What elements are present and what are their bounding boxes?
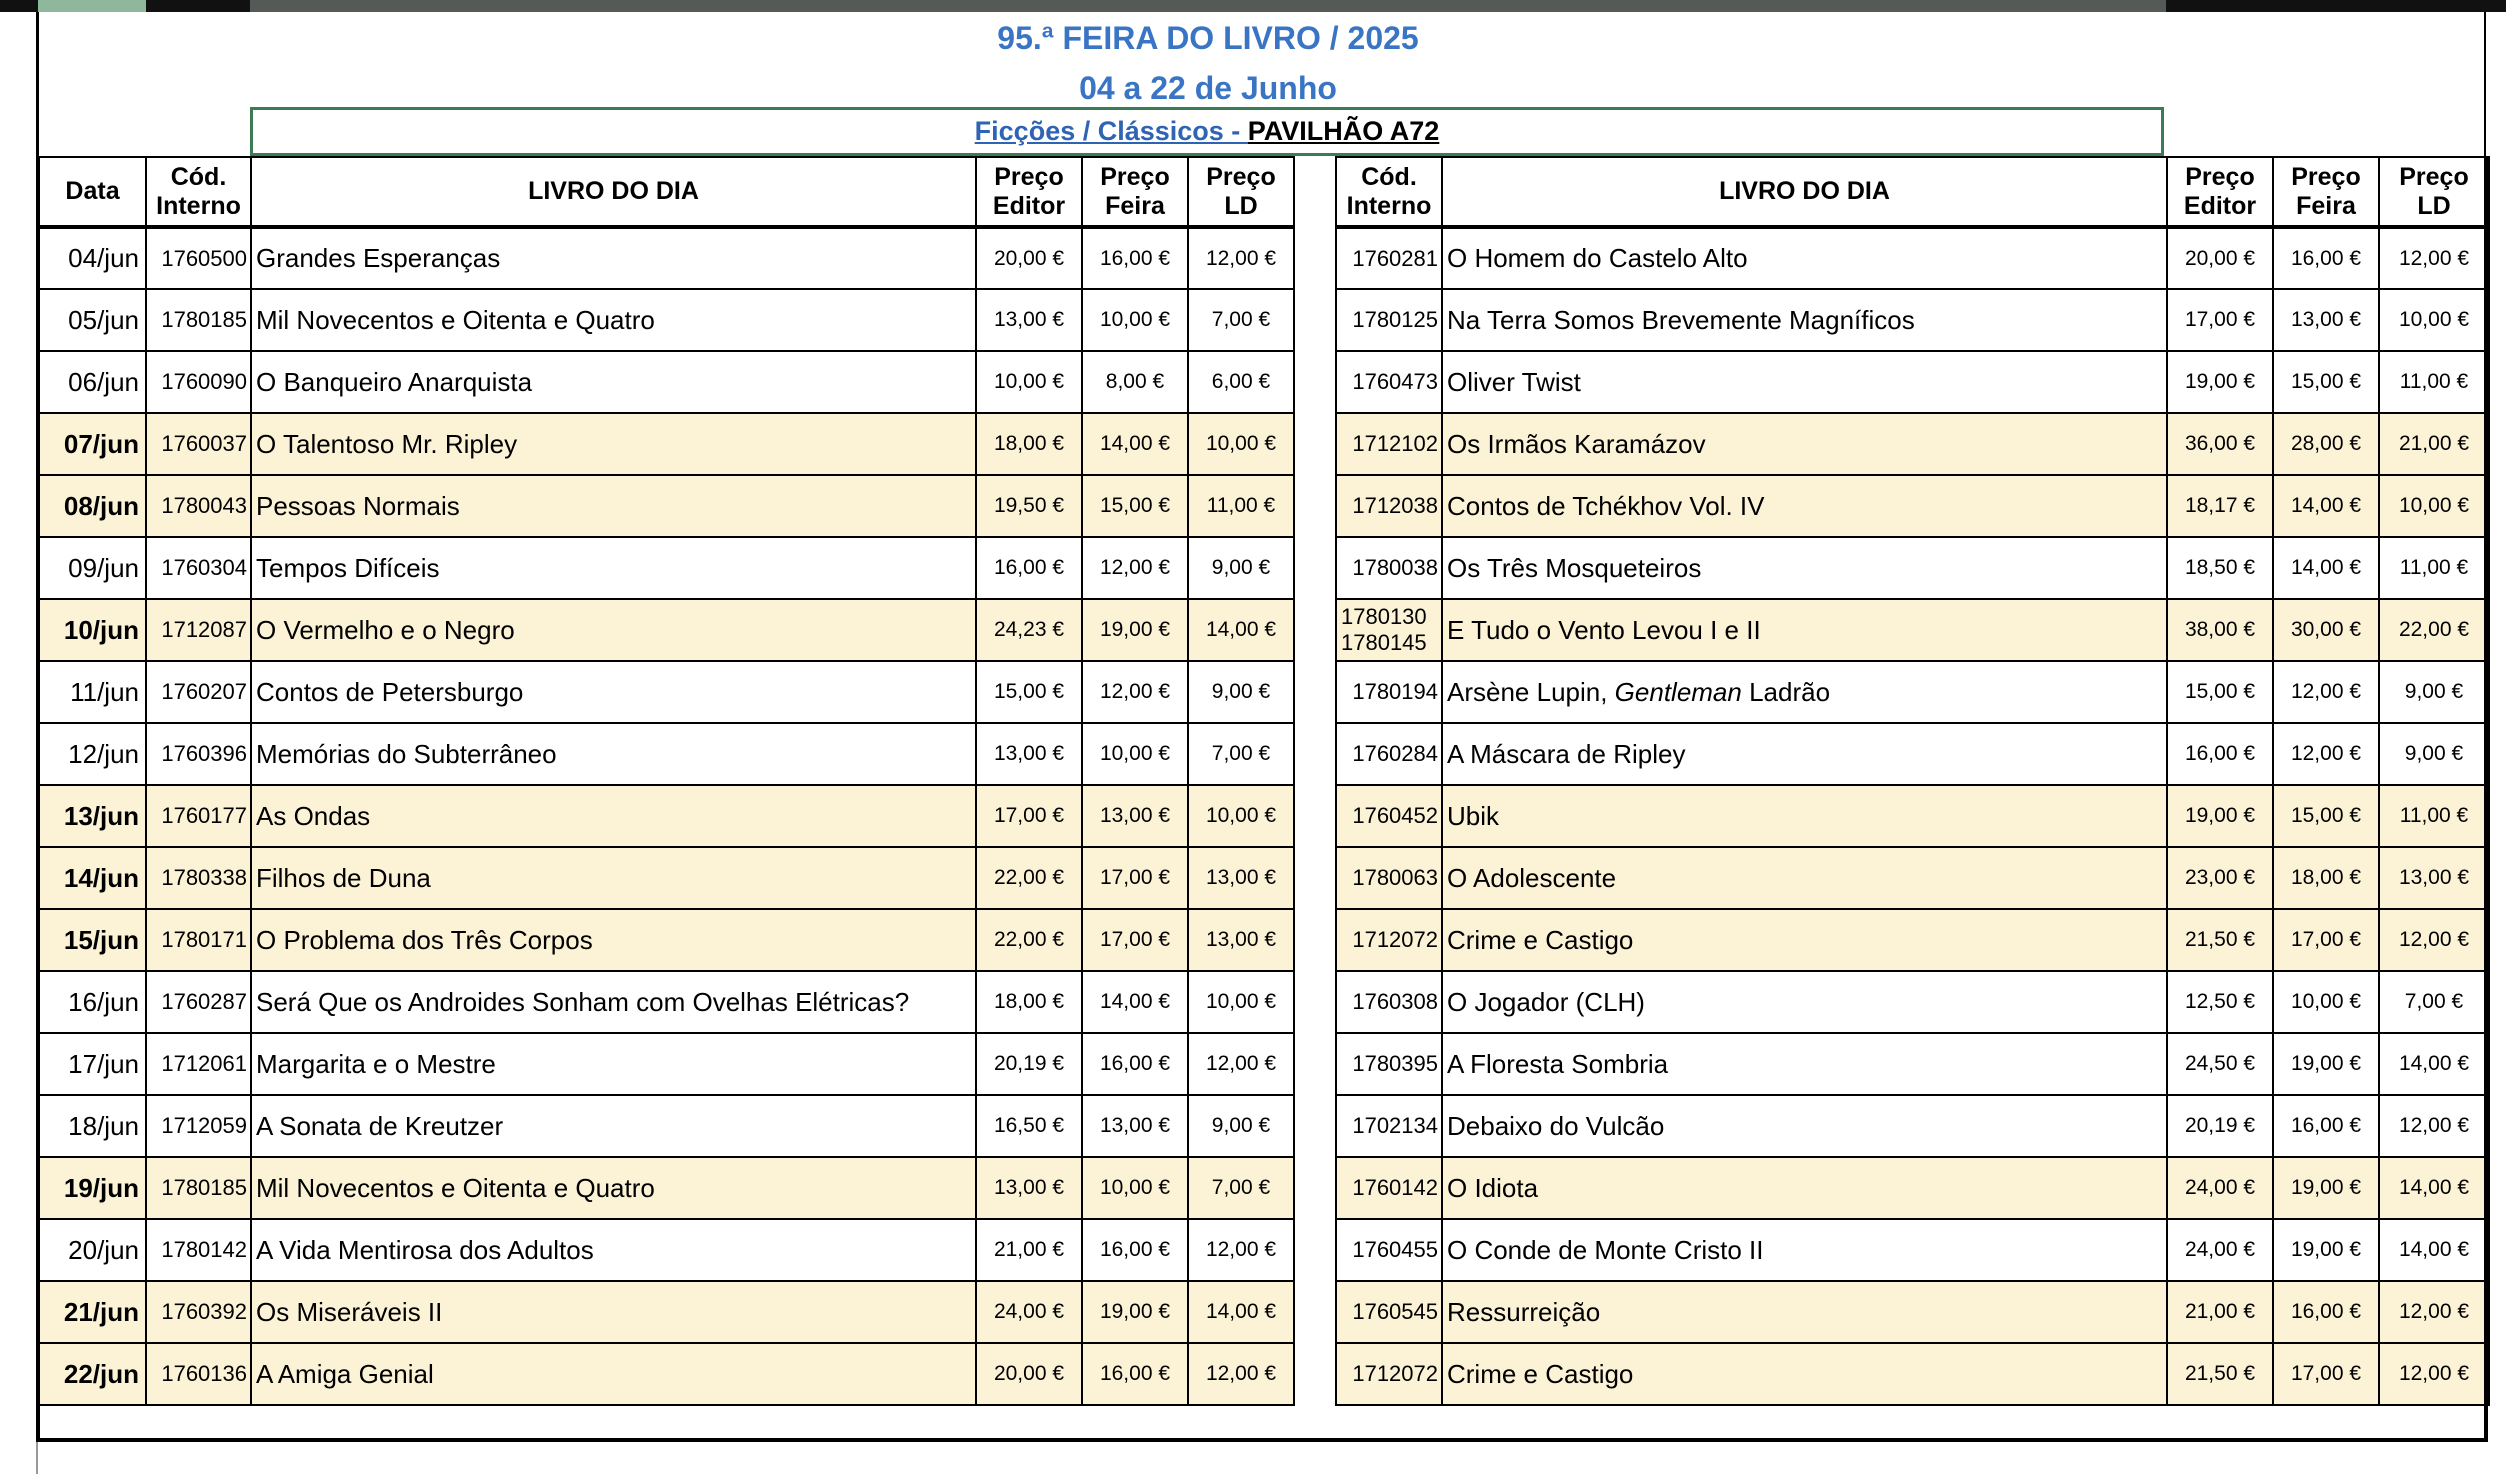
book-title-cell-right[interactable]: Contos de Tchékhov Vol. IV: [1442, 475, 2167, 537]
price-ld-cell-right[interactable]: 14,00 €: [2379, 1157, 2489, 1219]
price-editor-cell-right[interactable]: 24,00 €: [2167, 1219, 2273, 1281]
date-cell[interactable]: 09/jun: [39, 537, 146, 599]
price-ld-cell-right[interactable]: 13,00 €: [2379, 847, 2489, 909]
table-row: [39, 723, 2489, 785]
book-title-cell-right[interactable]: O Adolescente: [1442, 847, 2167, 909]
code-cell[interactable]: 1712061: [146, 1033, 251, 1095]
col-header-price-fair: [1082, 157, 1188, 227]
code-cell[interactable]: 1760500: [146, 227, 251, 289]
book-title-cell-right[interactable]: O Homem do Castelo Alto: [1442, 227, 2167, 289]
price-ld-cell[interactable]: 14,00 €: [1188, 599, 1294, 661]
col-header-price-fair-right: [2273, 157, 2379, 227]
title-part-italic: Gentleman: [1614, 676, 1742, 707]
book-title-cell[interactable]: Grandes Esperanças: [251, 227, 976, 289]
code-cell[interactable]: 1760207: [146, 661, 251, 723]
column-gap: [1294, 1219, 1336, 1281]
price-fair-cell[interactable]: 16,00 €: [1082, 1033, 1188, 1095]
price-ld-cell-right[interactable]: 21,00 €: [2379, 413, 2489, 475]
price-ld-cell-right[interactable]: 12,00 €: [2379, 1281, 2489, 1343]
price-editor-cell-right[interactable]: 19,00 €: [2167, 351, 2273, 413]
book-title-cell[interactable]: Filhos de Duna: [251, 847, 976, 909]
column-gap: [1294, 785, 1336, 847]
code-cell[interactable]: 1780185: [146, 1157, 251, 1219]
code-cell-right[interactable]: 1712072: [1336, 1343, 1442, 1405]
table-row: [39, 475, 2489, 537]
code-cell[interactable]: 1760177: [146, 785, 251, 847]
code-cell[interactable]: 1780171: [146, 909, 251, 971]
col-header-price-ld-right-text: Preço LD: [2399, 162, 2469, 220]
price-fair-cell[interactable]: 12,00 €: [1082, 661, 1188, 723]
book-title-cell[interactable]: A Vida Mentirosa dos Adultos: [251, 1219, 976, 1281]
book-title-cell-right[interactable]: E Tudo o Vento Levou I e II: [1442, 599, 2167, 661]
price-fair-cell-right[interactable]: 13,00 €: [2273, 289, 2379, 351]
price-ld-cell-right[interactable]: 11,00 €: [2379, 537, 2489, 599]
column-gap: [1294, 157, 1336, 227]
price-fair-cell[interactable]: 19,00 €: [1082, 1281, 1188, 1343]
book-title-cell-right[interactable]: Crime e Castigo: [1442, 909, 2167, 971]
table-row: [39, 1095, 2489, 1157]
column-gap: [1294, 723, 1336, 785]
price-ld-cell[interactable]: 12,00 €: [1188, 1219, 1294, 1281]
price-ld-cell[interactable]: 10,00 €: [1188, 413, 1294, 475]
table-row: [39, 351, 2489, 413]
date-cell[interactable]: 21/jun: [39, 1281, 146, 1343]
price-editor-cell[interactable]: 24,23 €: [976, 599, 1082, 661]
price-editor-cell-right[interactable]: 38,00 €: [2167, 599, 2273, 661]
col-header-price-editor-right: [2167, 157, 2273, 227]
book-title-cell-right[interactable]: Ressurreição: [1442, 1281, 2167, 1343]
table-body: [39, 227, 2489, 1405]
col-header-price-fair-text: Preço Feira: [1100, 162, 1170, 220]
code-cell-right[interactable]: 1712072: [1336, 909, 1442, 971]
book-title-cell-right[interactable]: Crime e Castigo: [1442, 1343, 2167, 1405]
table-row: [39, 1033, 2489, 1095]
price-fair-cell-right[interactable]: 16,00 €: [2273, 1281, 2379, 1343]
price-editor-cell-right[interactable]: 20,00 €: [2167, 227, 2273, 289]
date-cell[interactable]: 17/jun: [39, 1033, 146, 1095]
price-editor-cell-right[interactable]: 21,00 €: [2167, 1281, 2273, 1343]
price-editor-cell[interactable]: 13,00 €: [976, 723, 1082, 785]
code-cell[interactable]: 1780338: [146, 847, 251, 909]
code-cell[interactable]: 1760037: [146, 413, 251, 475]
book-title-cell-right[interactable]: O Jogador (CLH): [1442, 971, 2167, 1033]
column-gap: [1294, 909, 1336, 971]
price-ld-cell[interactable]: 12,00 €: [1188, 1033, 1294, 1095]
price-editor-cell[interactable]: 10,00 €: [976, 351, 1082, 413]
date-cell[interactable]: 08/jun: [39, 475, 146, 537]
price-fair-cell[interactable]: 12,00 €: [1082, 537, 1188, 599]
price-ld-cell[interactable]: 9,00 €: [1188, 1095, 1294, 1157]
price-fair-cell-right[interactable]: 17,00 €: [2273, 1343, 2379, 1405]
price-fair-cell-right[interactable]: 14,00 €: [2273, 475, 2379, 537]
code-cell-right[interactable]: 1760308: [1336, 971, 1442, 1033]
price-fair-cell[interactable]: 10,00 €: [1082, 289, 1188, 351]
book-title-cell[interactable]: A Sonata de Kreutzer: [251, 1095, 976, 1157]
column-gap: [1294, 1033, 1336, 1095]
code-cell-right[interactable]: 1780194: [1336, 661, 1442, 723]
price-fair-cell-right[interactable]: 30,00 €: [2273, 599, 2379, 661]
book-title-cell-right[interactable]: Ubik: [1442, 785, 2167, 847]
date-cell[interactable]: 04/jun: [39, 227, 146, 289]
code-cell[interactable]: 1760287: [146, 971, 251, 1033]
col-header-price-editor-right-text: Preço Editor: [2183, 162, 2257, 220]
price-fair-cell[interactable]: 15,00 €: [1082, 475, 1188, 537]
price-editor-cell[interactable]: 22,00 €: [976, 847, 1082, 909]
price-editor-cell-right[interactable]: 18,50 €: [2167, 537, 2273, 599]
price-editor-cell[interactable]: 15,00 €: [976, 661, 1082, 723]
code-cell-right[interactable]: 1760142: [1336, 1157, 1442, 1219]
book-title-cell[interactable]: A Amiga Genial: [251, 1343, 976, 1405]
price-fair-cell-right[interactable]: 16,00 €: [2273, 1095, 2379, 1157]
price-fair-cell[interactable]: 14,00 €: [1082, 413, 1188, 475]
price-ld-cell[interactable]: 7,00 €: [1188, 289, 1294, 351]
col-header-price-editor-text: Preço Editor: [992, 162, 1066, 220]
price-fair-cell[interactable]: 19,00 €: [1082, 599, 1188, 661]
code-cell[interactable]: 1760136: [146, 1343, 251, 1405]
book-title-cell[interactable]: Memórias do Subterrâneo: [251, 723, 976, 785]
table-row: [39, 1281, 2489, 1343]
price-editor-cell[interactable]: 13,00 €: [976, 1157, 1082, 1219]
col-header-code-right: [1336, 157, 1442, 227]
code-cell-right[interactable]: 1702134: [1336, 1095, 1442, 1157]
col-header-code: [146, 157, 251, 227]
col-header-code-text: Cód. Interno: [156, 162, 241, 220]
code-line: 1780130: [1341, 604, 1427, 629]
code-cell[interactable]: 1760090: [146, 351, 251, 413]
price-editor-cell[interactable]: 13,00 €: [976, 289, 1082, 351]
price-ld-cell[interactable]: 9,00 €: [1188, 661, 1294, 723]
price-ld-cell[interactable]: 7,00 €: [1188, 1157, 1294, 1219]
price-fair-cell[interactable]: 16,00 €: [1082, 1343, 1188, 1405]
book-title-cell[interactable]: O Talentoso Mr. Ripley: [251, 413, 976, 475]
column-gap: [1294, 537, 1336, 599]
code-cell-right[interactable]: 1760281: [1336, 227, 1442, 289]
book-title-cell-right[interactable]: O Conde de Monte Cristo II: [1442, 1219, 2167, 1281]
price-ld-cell[interactable]: 10,00 €: [1188, 971, 1294, 1033]
code-cell[interactable]: 1712059: [146, 1095, 251, 1157]
price-ld-cell[interactable]: 11,00 €: [1188, 475, 1294, 537]
date-cell[interactable]: 12/jun: [39, 723, 146, 785]
col-header-price-editor: [976, 157, 1082, 227]
price-ld-cell[interactable]: 7,00 €: [1188, 723, 1294, 785]
table-row: [39, 537, 2489, 599]
book-title-cell[interactable]: Contos de Petersburgo: [251, 661, 976, 723]
top-bar-strip: [250, 0, 2166, 12]
date-cell[interactable]: 15/jun: [39, 909, 146, 971]
price-fair-cell-right[interactable]: 12,00 €: [2273, 661, 2379, 723]
book-title-cell[interactable]: Tempos Difíceis: [251, 537, 976, 599]
date-cell[interactable]: 10/jun: [39, 599, 146, 661]
code-cell-right[interactable]: 1760473: [1336, 351, 1442, 413]
price-ld-cell[interactable]: 9,00 €: [1188, 537, 1294, 599]
title-part: Arsène Lupin,: [1447, 676, 1615, 707]
col-header-price-ld: [1188, 157, 1294, 227]
price-ld-cell-right[interactable]: 7,00 €: [2379, 971, 2489, 1033]
column-gap: [1294, 1157, 1336, 1219]
code-cell-right[interactable]: 1760455: [1336, 1219, 1442, 1281]
code-cell-right[interactable]: 1760284: [1336, 723, 1442, 785]
code-cell-right[interactable]: 1712102: [1336, 413, 1442, 475]
price-fair-cell[interactable]: 10,00 €: [1082, 723, 1188, 785]
code-cell[interactable]: 1760392: [146, 1281, 251, 1343]
table-row: [39, 1219, 2489, 1281]
price-ld-cell[interactable]: 12,00 €: [1188, 1343, 1294, 1405]
table-right-border: [2484, 156, 2488, 1440]
book-title-cell[interactable]: Pessoas Normais: [251, 475, 976, 537]
book-title-cell-right[interactable]: O Idiota: [1442, 1157, 2167, 1219]
price-fair-cell[interactable]: 16,00 €: [1082, 1219, 1188, 1281]
column-gap: [1294, 847, 1336, 909]
price-editor-cell-right[interactable]: 12,50 €: [2167, 971, 2273, 1033]
column-gap: [1294, 599, 1336, 661]
price-editor-cell[interactable]: 20,19 €: [976, 1033, 1082, 1095]
date-cell[interactable]: 18/jun: [39, 1095, 146, 1157]
price-fair-cell-right[interactable]: 10,00 €: [2273, 971, 2379, 1033]
price-ld-cell-right[interactable]: 11,00 €: [2379, 351, 2489, 413]
book-title-cell-right[interactable]: A Máscara de Ripley: [1442, 723, 2167, 785]
price-fair-cell[interactable]: 13,00 €: [1082, 1095, 1188, 1157]
price-editor-cell-right[interactable]: 24,50 €: [2167, 1033, 2273, 1095]
book-title-cell-right[interactable]: Os Três Mosqueteiros: [1442, 537, 2167, 599]
date-cell[interactable]: 20/jun: [39, 1219, 146, 1281]
col-header-book: LIVRO DO DIA: [251, 157, 976, 227]
table-row: [39, 971, 2489, 1033]
price-editor-cell-right[interactable]: 21,50 €: [2167, 909, 2273, 971]
column-gap: [1294, 1095, 1336, 1157]
price-fair-cell[interactable]: 14,00 €: [1082, 971, 1188, 1033]
price-fair-cell-right[interactable]: 19,00 €: [2273, 1157, 2379, 1219]
table-row: [39, 227, 2489, 289]
price-editor-cell-right[interactable]: 20,19 €: [2167, 1095, 2273, 1157]
price-editor-cell-right[interactable]: 16,00 €: [2167, 723, 2273, 785]
price-ld-cell-right[interactable]: 11,00 €: [2379, 785, 2489, 847]
col-header-book-right: LIVRO DO DIA: [1442, 157, 2167, 227]
price-editor-cell[interactable]: 19,50 €: [976, 475, 1082, 537]
book-title-cell[interactable]: As Ondas: [251, 785, 976, 847]
price-ld-cell[interactable]: 14,00 €: [1188, 1281, 1294, 1343]
price-fair-cell-right[interactable]: 28,00 €: [2273, 413, 2379, 475]
code-cell[interactable]: 1780043: [146, 475, 251, 537]
col-header-code-right-text: Cód. Interno: [1346, 162, 1432, 220]
table-row: [39, 599, 2489, 661]
book-title-cell-right[interactable]: Oliver Twist: [1442, 351, 2167, 413]
column-gap: [1294, 1343, 1336, 1405]
price-editor-cell[interactable]: 20,00 €: [976, 1343, 1082, 1405]
book-title-cell[interactable]: Mil Novecentos e Oitenta e Quatro: [251, 289, 976, 351]
price-ld-cell-right[interactable]: 10,00 €: [2379, 475, 2489, 537]
price-fair-cell-right[interactable]: 16,00 €: [2273, 227, 2379, 289]
price-fair-cell-right[interactable]: 17,00 €: [2273, 909, 2379, 971]
book-title-cell-right[interactable]: A Floresta Sombria: [1442, 1033, 2167, 1095]
column-gap: [1294, 971, 1336, 1033]
code-cell-right[interactable]: 1780063: [1336, 847, 1442, 909]
price-ld-cell[interactable]: 6,00 €: [1188, 351, 1294, 413]
col-header-date: Data: [39, 157, 146, 227]
price-editor-cell[interactable]: 20,00 €: [976, 227, 1082, 289]
sheet-left-border: [36, 12, 39, 156]
price-editor-cell-right[interactable]: 18,17 €: [2167, 475, 2273, 537]
price-ld-cell-right[interactable]: 14,00 €: [2379, 1219, 2489, 1281]
code-cell[interactable]: 1712087: [146, 599, 251, 661]
price-fair-cell[interactable]: 17,00 €: [1082, 847, 1188, 909]
column-gap: [1294, 1281, 1336, 1343]
col-header-price-ld-right: [2379, 157, 2489, 227]
date-cell[interactable]: 16/jun: [39, 971, 146, 1033]
price-ld-cell-right[interactable]: 9,00 €: [2379, 661, 2489, 723]
price-fair-cell[interactable]: 16,00 €: [1082, 227, 1188, 289]
code-cell-right[interactable]: 1780395: [1336, 1033, 1442, 1095]
sheet-bottom-edge: [36, 1442, 38, 1474]
date-cell[interactable]: 06/jun: [39, 351, 146, 413]
code-cell[interactable]: 1760396: [146, 723, 251, 785]
column-gap: [1294, 351, 1336, 413]
book-title-cell-right[interactable]: Os Irmãos Karamázov: [1442, 413, 2167, 475]
column-gap: [1294, 289, 1336, 351]
book-title-cell[interactable]: Será Que os Androides Sonham com Ovelhas Elétricas?: [251, 971, 976, 1033]
book-title-cell[interactable]: O Problema dos Três Corpos: [251, 909, 976, 971]
price-editor-cell-right[interactable]: 17,00 €: [2167, 289, 2273, 351]
price-fair-cell[interactable]: 13,00 €: [1082, 785, 1188, 847]
price-ld-cell-right[interactable]: 12,00 €: [2379, 227, 2489, 289]
price-ld-cell-right[interactable]: 9,00 €: [2379, 723, 2489, 785]
price-fair-cell[interactable]: 8,00 €: [1082, 351, 1188, 413]
price-ld-cell-right[interactable]: 12,00 €: [2379, 1343, 2489, 1405]
date-cell[interactable]: 13/jun: [39, 785, 146, 847]
column-gap: [1294, 475, 1336, 537]
price-editor-cell[interactable]: 18,00 €: [976, 413, 1082, 475]
book-title-cell[interactable]: O Vermelho e o Negro: [251, 599, 976, 661]
pavilion-banner[interactable]: [250, 107, 2164, 156]
table-row: [39, 847, 2489, 909]
price-editor-cell[interactable]: 21,00 €: [976, 1219, 1082, 1281]
top-bar-accent: [38, 0, 146, 12]
price-ld-cell[interactable]: 13,00 €: [1188, 909, 1294, 971]
book-title-cell-right[interactable]: Na Terra Somos Brevemente Magníficos: [1442, 289, 2167, 351]
code-cell[interactable]: 1780185: [146, 289, 251, 351]
table-row: [39, 1157, 2489, 1219]
pavilion-name: PAVILHÃO A72: [1247, 116, 1440, 146]
price-editor-cell[interactable]: 16,50 €: [976, 1095, 1082, 1157]
table-row: [39, 289, 2489, 351]
table-row: [39, 785, 2489, 847]
code-cell-right[interactable]: 1780125: [1336, 289, 1442, 351]
price-ld-cell[interactable]: 10,00 €: [1188, 785, 1294, 847]
page-title: 95.ª FEIRA DO LIVRO / 2025: [997, 20, 1419, 56]
price-editor-cell-right[interactable]: 19,00 €: [2167, 785, 2273, 847]
books-table: [38, 156, 2490, 1406]
page-subtitle-dates: 04 a 22 de Junho: [1079, 70, 1337, 106]
table-left-border: [36, 156, 40, 1440]
price-fair-cell-right[interactable]: 15,00 €: [2273, 351, 2379, 413]
code-cell-right[interactable]: 1712038: [1336, 475, 1442, 537]
column-gap: [1294, 227, 1336, 289]
sheet-right-border: [2484, 12, 2486, 156]
table-row: [39, 413, 2489, 475]
date-cell[interactable]: 19/jun: [39, 1157, 146, 1219]
price-fair-cell-right[interactable]: 12,00 €: [2273, 723, 2379, 785]
price-editor-cell[interactable]: 22,00 €: [976, 909, 1082, 971]
price-ld-cell-right[interactable]: 10,00 €: [2379, 289, 2489, 351]
price-fair-cell-right[interactable]: 19,00 €: [2273, 1219, 2379, 1281]
book-title-cell[interactable]: Mil Novecentos e Oitenta e Quatro: [251, 1157, 976, 1219]
price-ld-cell-right[interactable]: 12,00 €: [2379, 1095, 2489, 1157]
price-fair-cell[interactable]: 17,00 €: [1082, 909, 1188, 971]
price-editor-cell-right[interactable]: 21,50 €: [2167, 1343, 2273, 1405]
price-fair-cell-right[interactable]: 14,00 €: [2273, 537, 2379, 599]
code-cell-right[interactable]: 1780038: [1336, 537, 1442, 599]
book-title-cell[interactable]: Margarita e o Mestre: [251, 1033, 976, 1095]
code-cell[interactable]: 1780142: [146, 1219, 251, 1281]
price-editor-cell[interactable]: 24,00 €: [976, 1281, 1082, 1343]
col-header-price-ld-text: Preço LD: [1206, 162, 1276, 220]
date-cell[interactable]: 07/jun: [39, 413, 146, 475]
price-ld-cell[interactable]: 12,00 €: [1188, 227, 1294, 289]
date-cell[interactable]: 05/jun: [39, 289, 146, 351]
book-title-cell-right[interactable]: Debaixo do Vulcão: [1442, 1095, 2167, 1157]
price-editor-cell[interactable]: 18,00 €: [976, 971, 1082, 1033]
price-fair-cell-right[interactable]: 19,00 €: [2273, 1033, 2379, 1095]
code-cell-right[interactable]: 1760452: [1336, 785, 1442, 847]
price-editor-cell[interactable]: 17,00 €: [976, 785, 1082, 847]
book-title-cell[interactable]: O Banqueiro Anarquista: [251, 351, 976, 413]
date-cell[interactable]: 22/jun: [39, 1343, 146, 1405]
column-gap: [1294, 413, 1336, 475]
code-line: 1780145: [1341, 630, 1427, 655]
price-editor-cell[interactable]: 16,00 €: [976, 537, 1082, 599]
price-ld-cell[interactable]: 13,00 €: [1188, 847, 1294, 909]
table-row: [39, 661, 2489, 723]
table-row: [39, 909, 2489, 971]
window-top-bar: [0, 0, 2506, 12]
table-row: [39, 1343, 2489, 1405]
book-title-cell[interactable]: Os Miseráveis II: [251, 1281, 976, 1343]
title-part: Ladrão: [1741, 676, 1831, 707]
price-ld-cell-right[interactable]: 12,00 €: [2379, 909, 2489, 971]
price-editor-cell-right[interactable]: 23,00 €: [2167, 847, 2273, 909]
table-header-row: [39, 157, 2489, 227]
code-cell-right[interactable]: [1336, 599, 1442, 661]
date-cell[interactable]: 11/jun: [39, 661, 146, 723]
col-header-price-fair-right-text: Preço Feira: [2291, 162, 2361, 220]
pavilion-category: Ficções / Clássicos -: [974, 116, 1248, 146]
price-ld-cell-right[interactable]: 22,00 €: [2379, 599, 2489, 661]
price-editor-cell-right[interactable]: 36,00 €: [2167, 413, 2273, 475]
price-fair-cell-right[interactable]: 18,00 €: [2273, 847, 2379, 909]
price-editor-cell-right[interactable]: 15,00 €: [2167, 661, 2273, 723]
code-cell[interactable]: 1760304: [146, 537, 251, 599]
price-fair-cell-right[interactable]: 15,00 €: [2273, 785, 2379, 847]
code-cell-right[interactable]: 1760545: [1336, 1281, 1442, 1343]
price-ld-cell-right[interactable]: 14,00 €: [2379, 1033, 2489, 1095]
table-bottom-border: [36, 1438, 2488, 1442]
price-fair-cell[interactable]: 10,00 €: [1082, 1157, 1188, 1219]
price-editor-cell-right[interactable]: 24,00 €: [2167, 1157, 2273, 1219]
date-cell[interactable]: 14/jun: [39, 847, 146, 909]
column-gap: [1294, 661, 1336, 723]
book-title-cell-right[interactable]: [1442, 661, 2167, 723]
